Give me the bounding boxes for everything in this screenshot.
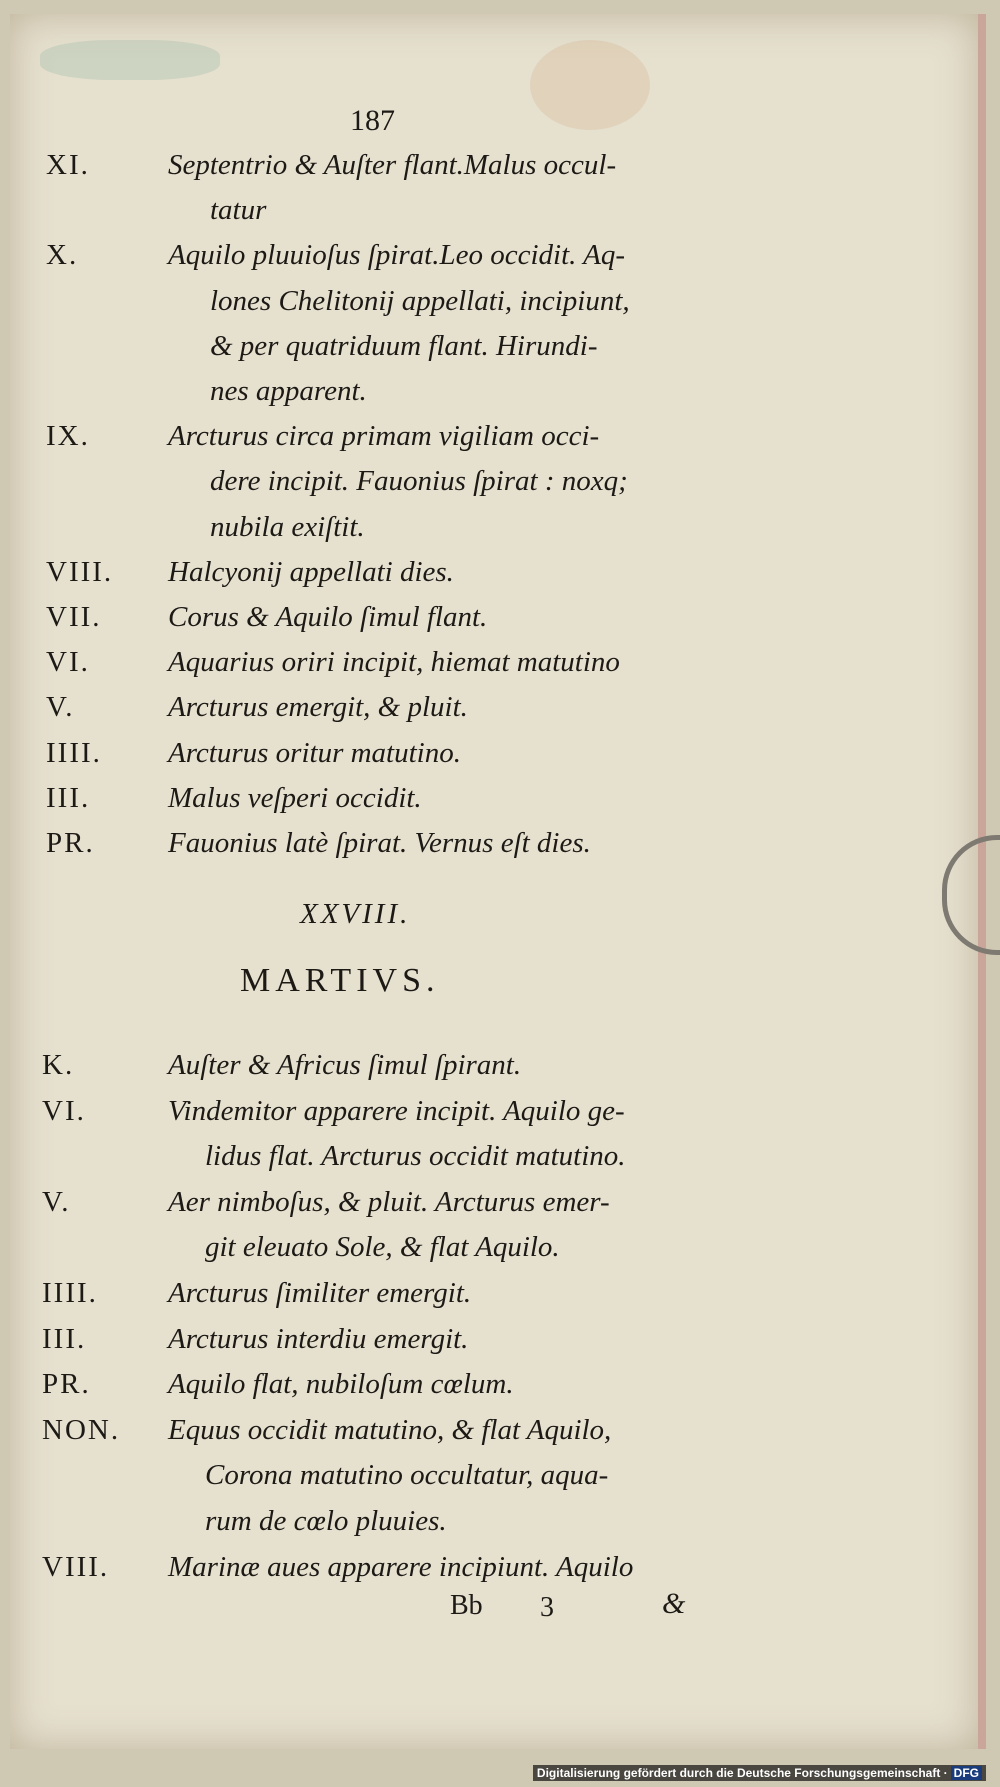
entry-date: VIII.: [42, 1550, 110, 1583]
entry-text-line: Septentrio & Auſter flant.Malus occul-: [168, 149, 617, 181]
entry-date: K.: [42, 1049, 75, 1081]
signature-number: 3: [540, 1592, 554, 1623]
page-number: 187: [350, 104, 395, 137]
entry-text-line: rum de cœlo pluuies.: [205, 1505, 447, 1537]
entry-text-line: Arcturus interdiu emergit.: [168, 1322, 469, 1355]
entry-date: XI.: [46, 149, 90, 181]
entry-date: VI.: [46, 646, 90, 679]
entry-text-line: Aquarius oriri incipit, hiemat matutino: [168, 646, 620, 679]
dfg-logo: DFG: [951, 1766, 982, 1780]
entry-date: PR.: [46, 827, 95, 859]
entry-text-line: Corus & Aquilo ſimul flant.: [168, 601, 488, 633]
entry-text-line: & per quatriduum flant. Hirundi-: [210, 329, 598, 362]
entry-text-line: Arcturus circa primam vigiliam occi-: [168, 420, 600, 453]
entry-date: V.: [46, 691, 75, 724]
catchword: &: [662, 1587, 686, 1620]
entry-text-line: lones Chelitonij appellati, incipiunt,: [210, 284, 630, 317]
entry-text-line: Marinæ aues apparere incipiunt. Aquilo: [168, 1550, 634, 1583]
entry-date: III.: [46, 781, 91, 814]
entry-text-line: Arcturus emergit, & pluit.: [168, 691, 468, 724]
entry-date: PR.: [42, 1368, 91, 1401]
entry-text-line: Arcturus ſimiliter emergit.: [168, 1277, 472, 1309]
entry-text-line: Vindemitor apparere incipit. Aquilo ge-: [168, 1094, 625, 1127]
entry-text-line: nubila exiſtit.: [210, 510, 365, 543]
entry-text-line: Aquilo flat, nubiloſum cœlum.: [168, 1368, 514, 1401]
entry-date: IX.: [46, 420, 90, 453]
entry-text-line: Fauonius latè ſpirat. Vernus eſt dies.: [168, 827, 591, 859]
entry-text-line: Aquilo pluuioſus ſpirat.Leo occidit. Aq-: [168, 239, 626, 272]
digitization-footer: [533, 1765, 986, 1781]
entry-date: VII.: [46, 601, 102, 633]
entry-text-line: Aer nimboſus, & pluit. Arcturus emer-: [168, 1185, 610, 1218]
footer-text: Digitalisierung gefördert durch die Deutsche Forschungsgemeinschaft ·: [536, 1766, 948, 1780]
entry-date: X.: [46, 239, 79, 272]
entry-date: VIII.: [46, 555, 114, 588]
entry-date: NON.: [42, 1413, 121, 1446]
entry-text-line: git eleuato Sole, & flat Aquilo.: [205, 1231, 560, 1264]
entry-text-line: nes apparent.: [210, 375, 367, 407]
entry-text-line: Auſter & Africus ſimul ſpirant.: [168, 1049, 522, 1081]
month-heading: MARTIVS.: [240, 962, 440, 999]
entry-text-line: Corona matutino occultatur, aqua-: [205, 1459, 609, 1492]
entry-text-line: Arcturus oritur matutino.: [168, 736, 461, 769]
entry-text-line: tatur: [210, 194, 267, 227]
signature-mark: Bb: [450, 1590, 483, 1621]
entry-text-line: dere incipit. Fauonius ſpirat : noxq;: [210, 465, 628, 498]
entry-date: V.: [42, 1185, 71, 1218]
entry-text-line: Malus veſperi occidit.: [168, 781, 422, 814]
entry-date: III.: [42, 1322, 87, 1355]
entry-text-line: lidus flat. Arcturus occidit matutino.: [205, 1140, 626, 1173]
entry-date: IIII.: [42, 1277, 98, 1309]
entry-date: VI.: [42, 1094, 86, 1127]
entry-text-line: Halcyonij appellati dies.: [168, 555, 454, 588]
section-number: XXVIII.: [300, 898, 411, 930]
entry-date: IIII.: [46, 736, 102, 769]
entry-text-line: Equus occidit matutino, & flat Aquilo,: [168, 1413, 612, 1446]
